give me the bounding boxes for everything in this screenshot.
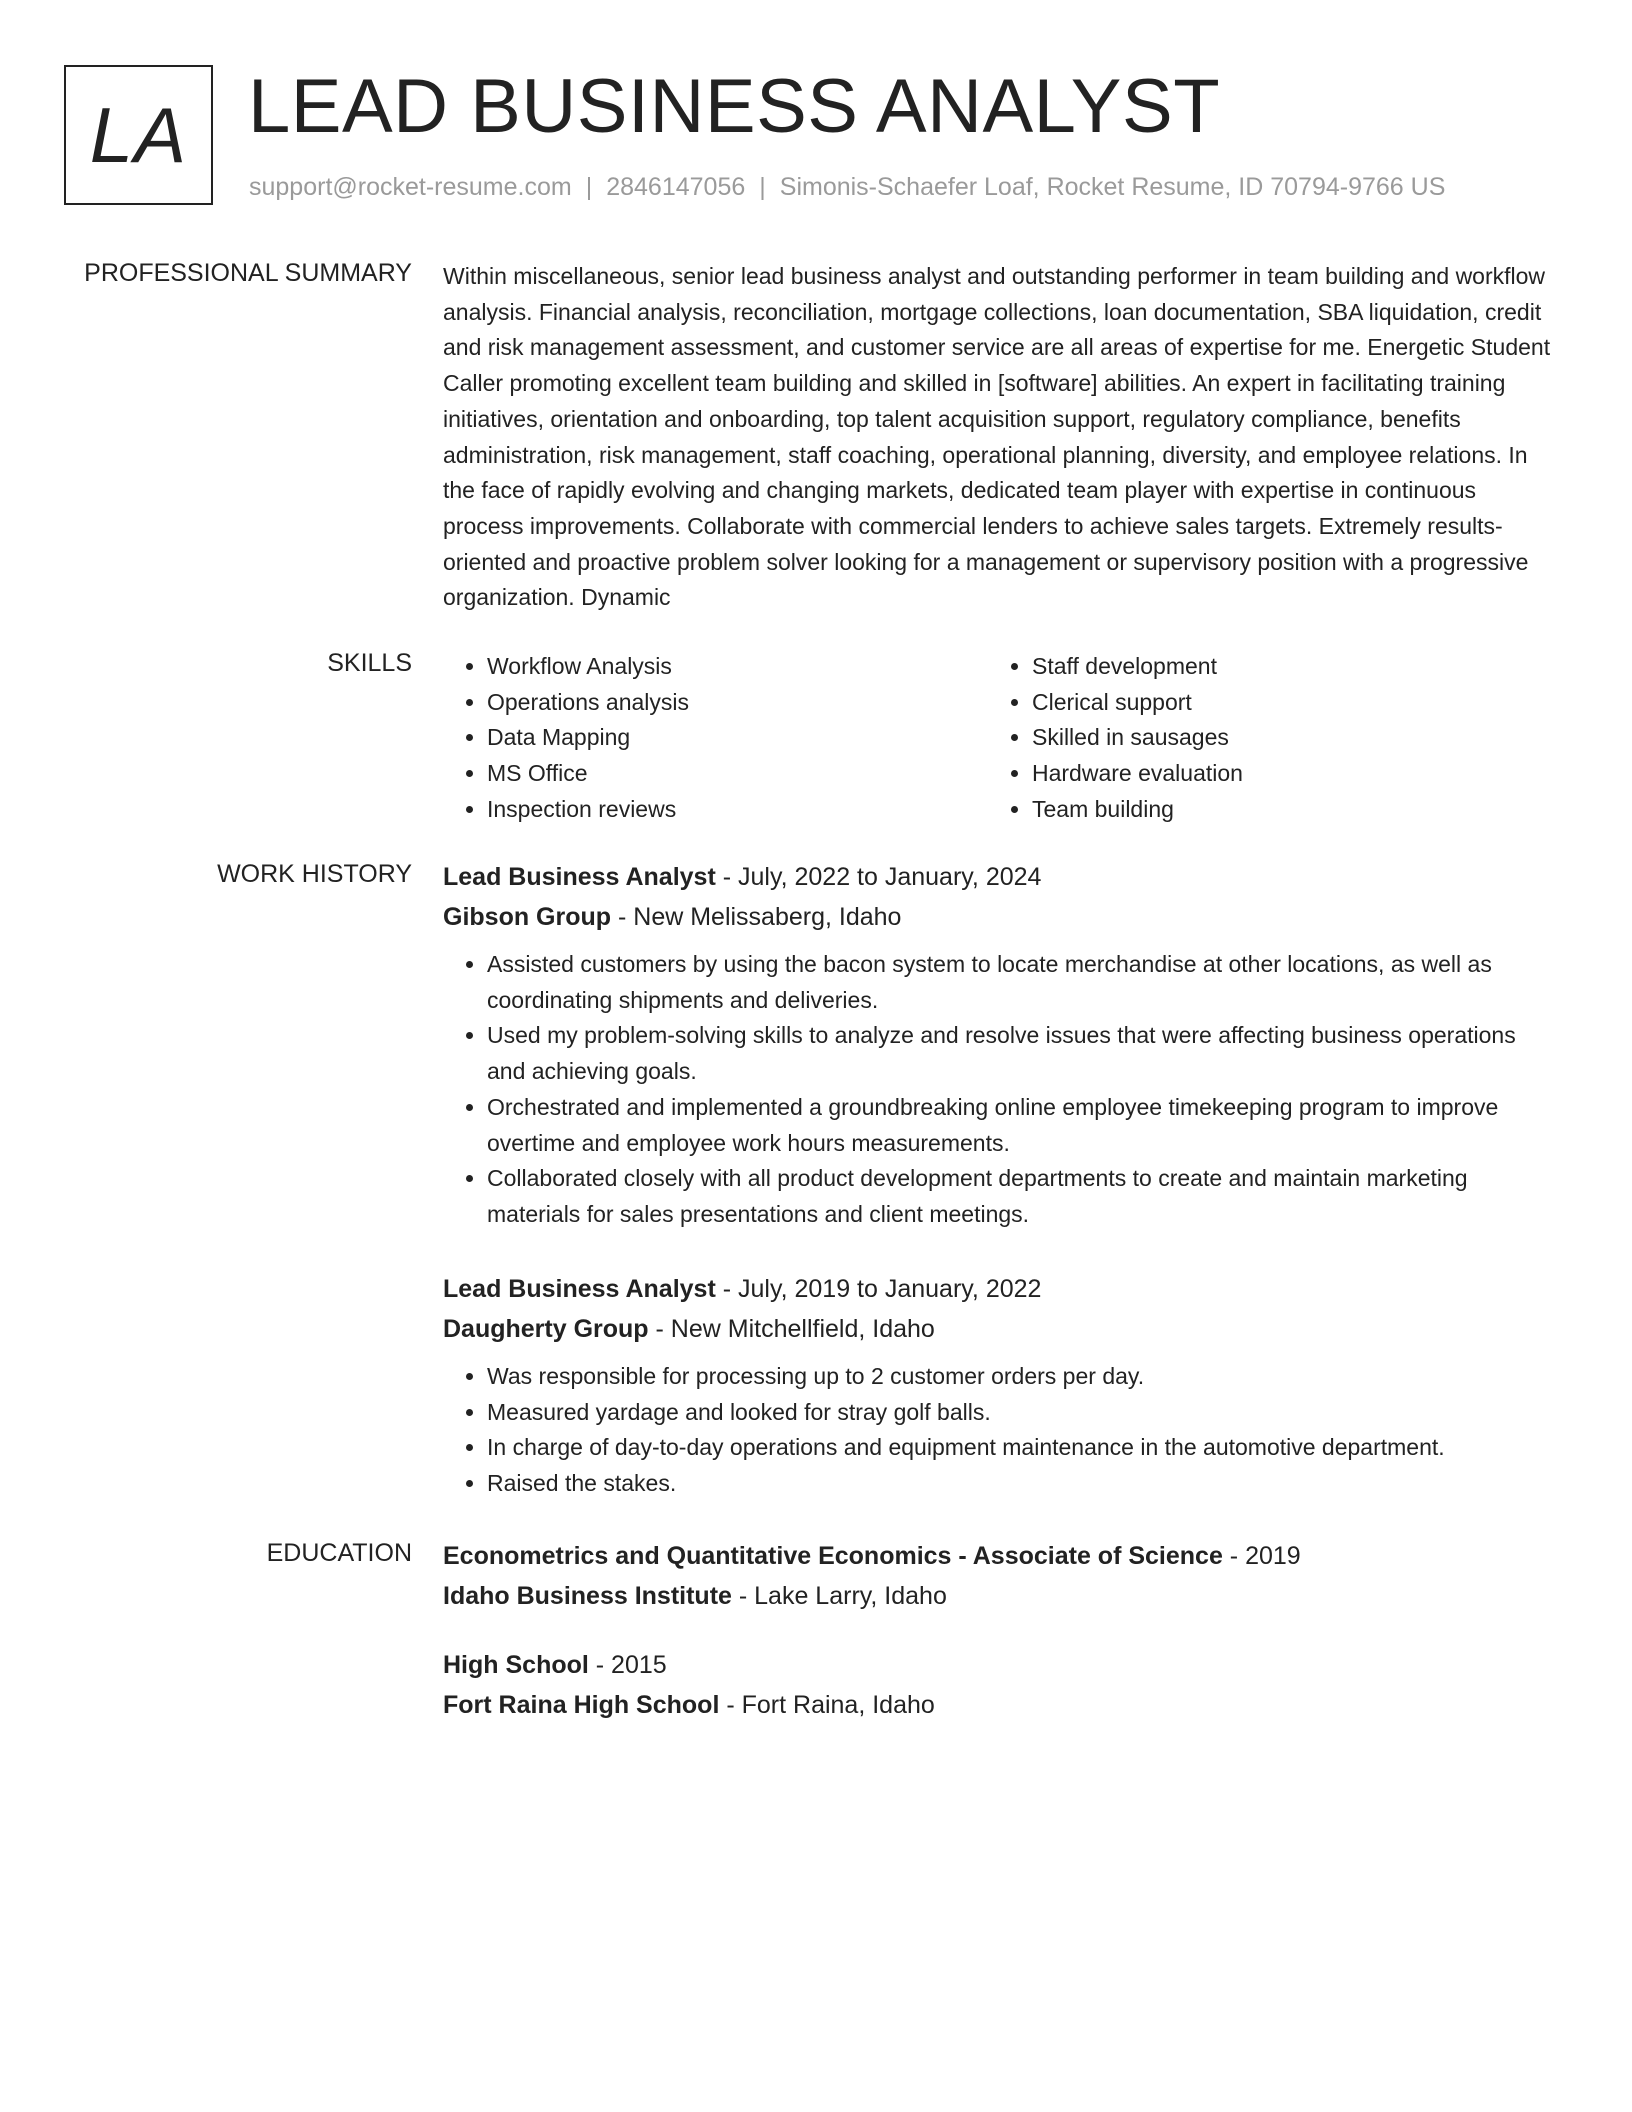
skill-item: • Data Mapping [487,720,988,756]
education-year: - 2019 [1222,1542,1301,1570]
job-bullet: • Measured yardage and looked for stray golf balls. [487,1395,1553,1431]
section-label-skills: SKILLS [327,649,412,677]
job-bullet-list [443,947,1553,1233]
job-bullet: • Raised the stakes. [487,1466,1553,1502]
skill-item: • Workflow Analysis [487,649,988,685]
job-bullet: • Orchestrated and implemented a groundbreaking online employee timekeeping program to improve overtime and employee work hours measurements. [487,1090,1553,1161]
education-degree: Econometrics and Quantitative Economics - Associate of Science [443,1542,1223,1570]
contact-phone: 2846147056 [606,173,746,201]
skill-item: • Inspection reviews [487,792,988,828]
job-title: Lead Business Analyst [443,863,716,891]
job-entry [443,857,1553,1233]
resume-header [64,65,1584,215]
contact-email: support@rocket-resume.com [249,173,572,201]
resume-title: LEAD BUSINESS ANALYST [248,64,1221,149]
education-entry [443,1536,1553,1616]
skills-list-right [988,649,1533,828]
job-entry [443,1269,1553,1502]
education-school: Idaho Business Institute [443,1582,732,1610]
skills-body [443,649,1553,828]
job-bullet: • Collaborated closely with all product development departments to create and maintain marketing materials for sales presentations and client meetings. [487,1161,1553,1232]
job-location: - New Mitchellfield, Idaho [648,1315,935,1343]
job-bullet-list [443,1359,1553,1502]
job-dates: - July, 2019 to January, 2022 [715,1275,1042,1303]
job-company: Daugherty Group [443,1315,649,1343]
skill-item: • Hardware evaluation [1032,756,1533,792]
skills-columns [443,649,1553,828]
contact-line [249,173,1445,202]
job-title-line [443,857,1553,897]
work-history-body [443,857,1553,1497]
education-degree: High School [443,1651,589,1679]
job-bullet: • Assisted customers by using the bacon system to locate merchandise at other locations, as well as coordinating shipments and deliveries. [487,947,1553,1018]
education-degree-line [443,1645,935,1685]
education-location: - Fort Raina, Idaho [719,1691,935,1719]
job-title: Lead Business Analyst [443,1275,716,1303]
education-school: Fort Raina High School [443,1691,720,1719]
summary-text: Within miscellaneous, senior lead business analyst and outstanding performer in team building and workflow analysis. Financial analysis, reconciliation, mortgage collections, loan documentation, SBA liquidation, credit and risk management assessment, and customer service are all areas of expertise for me. Energetic Student Caller promoting excellent team building and skilled in [software] abilities. An expert in facilitating training initiatives, orientation and onboarding, top talent acquisition support, regulatory compliance, benefits administration, risk management, staff coaching, operational planning, diversity, and employee relations. In the face of rapidly evolving and changing markets, dedicated team player with expertise in continuous process improvements. Collaborate with commercial lenders to achieve sales targets. Extremely results-oriented and proactive problem solver looking for a management or supervisory position with a progressive organization. Dynamic [443,263,1551,611]
section-label-summary: PROFESSIONAL SUMMARY [84,259,412,287]
job-company: Gibson Group [443,903,612,931]
job-title-line [443,1269,1553,1309]
job-company-line [443,1309,1553,1349]
skill-item: • Clerical support [1032,685,1533,721]
job-bullet: • Used my problem-solving skills to analyze and resolve issues that were affecting business operations and achieving goals. [487,1018,1553,1089]
skill-item: • Staff development [1032,649,1533,685]
job-bullet: • In charge of day-to-day operations and equipment maintenance in the automotive department. [487,1430,1553,1466]
education-body [443,1536,1553,1719]
education-school-line [443,1685,935,1725]
job-bullet: • Was responsible for processing up to 2 customer orders per day. [487,1359,1553,1395]
education-degree-line [443,1536,1553,1576]
monogram-logo: LA [64,65,213,205]
contact-separator: | [585,173,593,201]
job-dates: - July, 2022 to January, 2024 [715,863,1042,891]
skill-item: • Operations analysis [487,685,988,721]
contact-separator: | [759,173,766,201]
education-entry [443,1645,935,1725]
skill-item: • Team building [1032,792,1533,828]
skill-item: • Skilled in sausages [1032,720,1533,756]
skills-column-left [443,649,988,828]
job-location: - New Melissaberg, Idaho [611,903,902,931]
job-company-line [443,897,1553,937]
skills-column-right [988,649,1533,828]
education-school-line [443,1576,1553,1616]
contact-address: Simonis-Schaefer Loaf, Rocket Resume, ID 70794-9766 US [779,173,1446,201]
skill-item: • MS Office [487,756,988,792]
section-label-education: EDUCATION [266,1539,412,1567]
section-label-work-history: WORK HISTORY [217,860,412,888]
summary-body [443,259,1553,616]
education-location: - Lake Larry, Idaho [731,1582,947,1610]
skills-list-left [443,649,988,828]
education-year: - 2015 [588,1651,667,1679]
